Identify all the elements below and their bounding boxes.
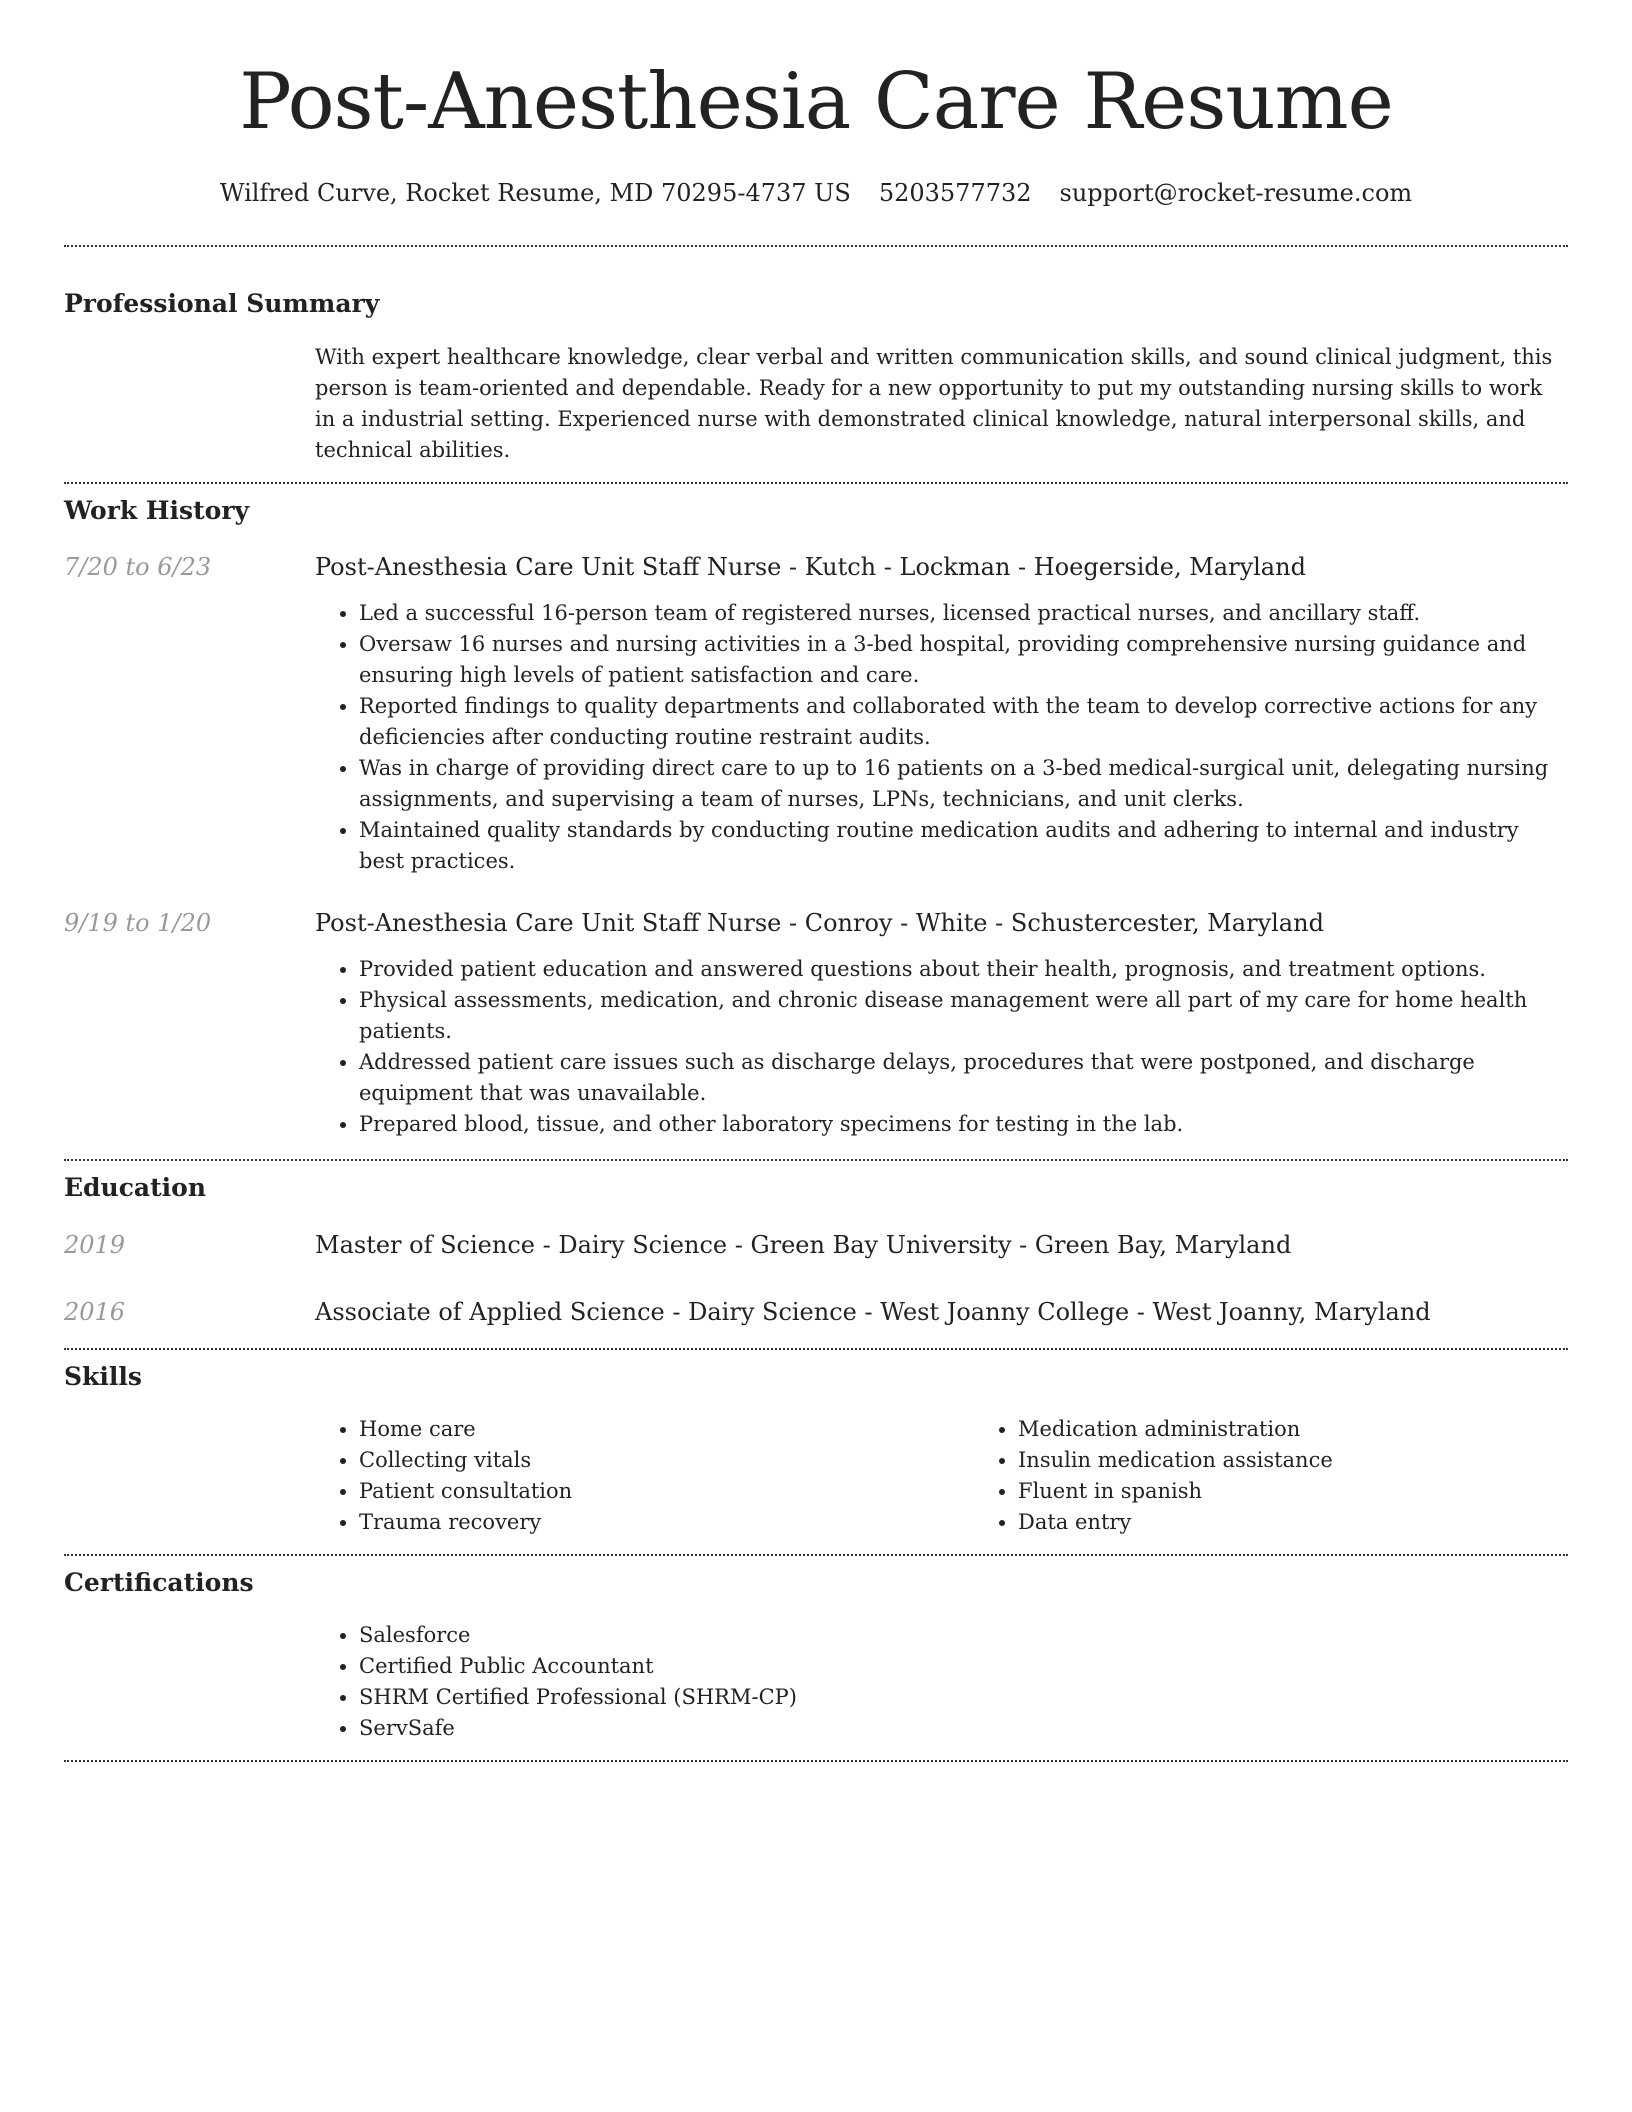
job-bullets (315, 954, 1568, 1140)
education-year: 2019 (64, 1231, 126, 1259)
education-degree: Master of Science - Dairy Science - Green Bay University - Green Bay, Maryland (315, 1231, 1292, 1259)
job-title: Post-Anesthesia Care Unit Staff Nurse - Conroy - White - Schustercester, Maryland (315, 909, 1324, 937)
summary-heading: Professional Summary (64, 289, 380, 318)
job-title: Post-Anesthesia Care Unit Staff Nurse - Kutch - Lockman - Hoegerside, Maryland (315, 553, 1306, 581)
certifications-left-spacer (64, 1620, 315, 1744)
list-item: • Prepared blood, tissue, and other laboratory specimens for testing in the lab. (359, 1109, 1568, 1140)
skills-list-left (315, 1414, 974, 1538)
skills-heading: Skills (64, 1362, 142, 1391)
education-entry (64, 1295, 1568, 1329)
list-item: • Reported findings to quality departments and collaborated with the team to develop corrective actions for any deficiencies after conducting routine restraint audits. (359, 691, 1568, 753)
list-item: • Oversaw 16 nurses and nursing activities in a 3-bed hospital, providing comprehensive nursing guidance and ensuring high levels of patient satisfaction and care. (359, 629, 1568, 691)
job-dates: 9/19 to 1/20 (64, 909, 212, 937)
list-item: • Trauma recovery (359, 1507, 974, 1538)
section-divider (64, 1159, 1568, 1161)
contact-email: support@rocket-resume.com (1059, 179, 1413, 207)
section-divider (64, 1760, 1568, 1762)
education-heading: Education (64, 1173, 207, 1202)
list-item: • Insulin medication assistance (1018, 1445, 1632, 1476)
list-item: • Maintained quality standards by conducting routine medication audits and adhering to internal and industry best practices. (359, 815, 1568, 877)
certifications-heading: Certifications (64, 1568, 254, 1597)
contact-line (64, 176, 1568, 210)
list-item: • Addressed patient care issues such as discharge delays, procedures that were postponed, and discharge equipment that was unavailable. (359, 1047, 1568, 1109)
list-item: • Provided patient education and answered questions about their health, prognosis, and treatment options. (359, 954, 1568, 985)
work-history-heading: Work History (64, 496, 250, 525)
list-item: • Collecting vitals (359, 1445, 974, 1476)
list-item: • Fluent in spanish (1018, 1476, 1632, 1507)
education-year: 2016 (64, 1298, 126, 1326)
list-item: • Patient consultation (359, 1476, 974, 1507)
job-bullets (315, 598, 1568, 877)
list-item: • SHRM Certified Professional (SHRM-CP) (359, 1682, 1568, 1713)
section-divider (64, 245, 1568, 247)
education-degree: Associate of Applied Science - Dairy Science - West Joanny College - West Joanny, Maryland (315, 1298, 1431, 1326)
skills-left-spacer (64, 1414, 315, 1538)
list-item: • Home care (359, 1414, 974, 1445)
job-entry (64, 906, 1568, 1140)
job-dates: 7/20 to 6/23 (64, 553, 212, 581)
contact-phone: 5203577732 (878, 179, 1032, 207)
education-entry (64, 1228, 1568, 1262)
summary-left-spacer (64, 342, 315, 466)
summary-text: With expert healthcare knowledge, clear verbal and written communication skills, and sound clinical judgment, this person is team-oriented and dependable. Ready for a new opportunity to put my outstanding nursing skills to work in a industrial setting. Experienced nurse with demonstrated clinical knowledge, natural interpersonal skills, and technical abilities. (315, 345, 1553, 462)
list-item: • Led a successful 16-person team of registered nurses, licensed practical nurses, and ancillary staff. (359, 598, 1568, 629)
section-divider (64, 1348, 1568, 1350)
job-entry (64, 550, 1568, 877)
section-divider (64, 482, 1568, 484)
contact-address: Wilfred Curve, Rocket Resume, MD 70295-4737 US (219, 179, 851, 207)
resume-title: Post-Anesthesia Care Resume (239, 57, 1393, 147)
list-item: • Physical assessments, medication, and chronic disease management were all part of my care for home health patients. (359, 985, 1568, 1047)
skills-grid (315, 1414, 1632, 1538)
list-item: • Certified Public Accountant (359, 1651, 1568, 1682)
skills-list-right (974, 1414, 1632, 1538)
certifications-list (315, 1620, 1568, 1744)
list-item: • Medication administration (1018, 1414, 1632, 1445)
list-item: • Was in charge of providing direct care to up to 16 patients on a 3-bed medical-surgical unit, delegating nursing assignments, and supervising a team of nurses, LPNs, technicians, and unit clerks. (359, 753, 1568, 815)
list-item: • ServSafe (359, 1713, 1568, 1744)
section-divider (64, 1554, 1568, 1556)
list-item: • Data entry (1018, 1507, 1632, 1538)
resume-page (64, 0, 1568, 1762)
list-item: • Salesforce (359, 1620, 1568, 1651)
